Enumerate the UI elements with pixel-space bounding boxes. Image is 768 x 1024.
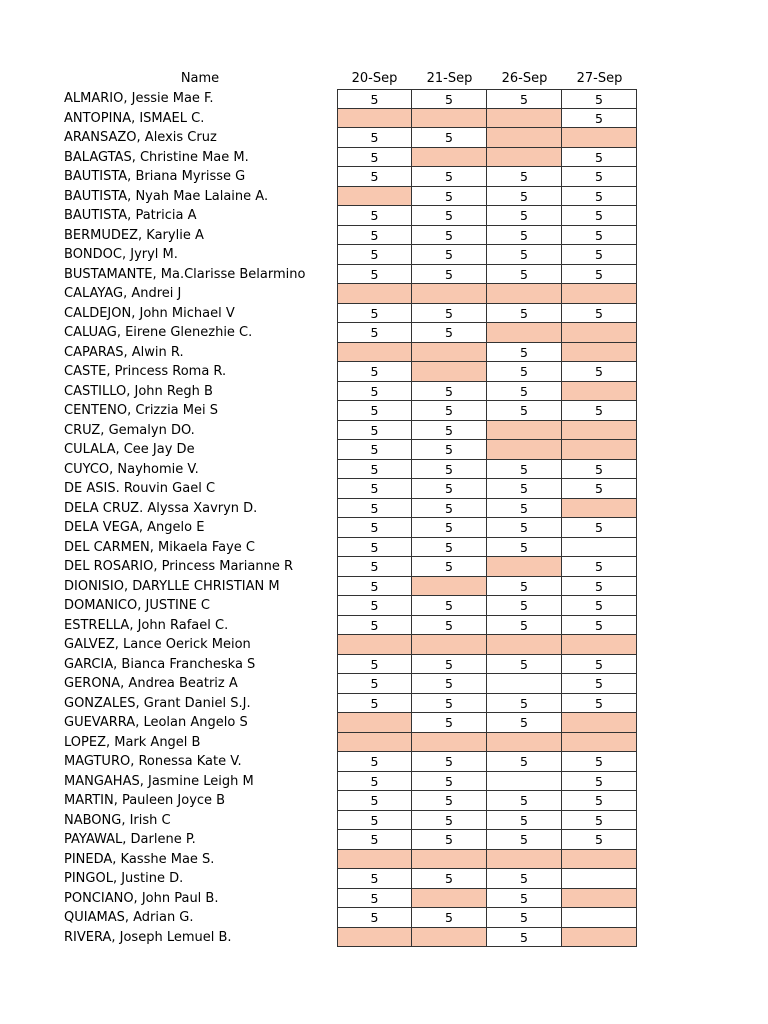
column-header-date-1: 20-Sep [351,71,398,86]
score-cell: 5 [412,187,487,207]
score-cell: 5 [337,869,412,889]
table-row [0,850,768,870]
score-cell: 5 [487,616,562,636]
table-row [0,674,768,694]
table-row [0,479,768,499]
score-cell: 5 [562,596,637,616]
table-row [0,733,768,753]
score-cell: 5 [487,499,562,519]
score-cell [412,635,487,655]
score-cell: 5 [487,206,562,226]
table-row [0,284,768,304]
score-cell [487,421,562,441]
score-cell: 5 [562,265,637,285]
score-cell: 5 [337,382,412,402]
score-cell: 5 [562,226,637,246]
table-row [0,655,768,675]
score-cell: 5 [412,674,487,694]
student-name: CULALA, Cee Jay De [64,442,195,457]
score-cell [562,733,637,753]
score-cell: 5 [337,226,412,246]
score-cell: 5 [562,830,637,850]
student-name: CALDEJON, John Michael V [64,305,235,321]
score-cell: 5 [337,518,412,538]
table-row [0,791,768,811]
student-name: CUYCO, Nayhomie V. [64,461,199,477]
student-name: LOPEZ, Mark Angel B [64,734,201,750]
score-cell: 5 [412,694,487,714]
score-cell: 5 [337,148,412,168]
score-cell: 5 [337,596,412,616]
student-name: MANGAHAS, Jasmine Leigh M [64,773,254,789]
score-cell: 5 [487,596,562,616]
score-cell [412,733,487,753]
score-cell: 5 [412,752,487,772]
score-cell: 5 [412,518,487,538]
score-cell: 5 [562,245,637,265]
score-cell: 5 [337,616,412,636]
table-row [0,343,768,363]
score-cell: 5 [562,187,637,207]
score-cell: 5 [562,479,637,499]
score-cell [562,869,637,889]
score-cell: 5 [337,577,412,597]
score-cell [562,908,637,928]
student-name: ESTRELLA, John Rafael C. [64,617,229,633]
score-cell: 5 [337,265,412,285]
score-cell: 5 [412,382,487,402]
table-row [0,557,768,577]
table-row [0,889,768,909]
table-row [0,694,768,714]
student-name: DEL ROSARIO, Princess Marianne R [64,559,293,574]
table-row [0,128,768,148]
score-cell: 5 [487,694,562,714]
score-cell: 5 [337,655,412,675]
student-name: GARCIA, Bianca Francheska S [64,656,256,672]
score-cell: 5 [337,128,412,148]
student-name: GUEVARRA, Leolan Angelo S [64,715,248,730]
score-cell [487,733,562,753]
student-name: CALUAG, Eirene Glenezhie C. [64,325,253,340]
score-cell: 5 [337,830,412,850]
score-cell [337,635,412,655]
score-cell: 5 [562,655,637,675]
table-row [0,109,768,129]
score-cell: 5 [412,245,487,265]
score-cell: 5 [337,245,412,265]
student-name: GONZALES, Grant Daniel S.J. [64,695,251,711]
score-cell: 5 [562,148,637,168]
table-row [0,187,768,207]
table-row [0,440,768,460]
score-cell: 5 [337,479,412,499]
score-cell [487,772,562,792]
score-cell: 5 [487,869,562,889]
score-cell [337,284,412,304]
column-header-date-2: 21-Sep [426,71,473,86]
student-name: CAPARAS, Alwin R. [64,344,184,360]
student-name: DEL CARMEN, Mikaela Faye C [64,539,255,555]
score-cell [562,889,637,909]
score-cell: 5 [562,304,637,324]
table-row [0,323,768,343]
score-cell [412,148,487,168]
score-cell [412,577,487,597]
score-cell: 5 [337,811,412,831]
score-cell: 5 [337,89,412,109]
score-cell: 5 [412,772,487,792]
score-cell: 5 [487,460,562,480]
score-cell: 5 [562,577,637,597]
score-cell [562,538,637,558]
score-cell: 5 [487,538,562,558]
student-name: BONDOC, Jyryl M. [64,247,178,262]
student-name: RIVERA, Joseph Lemuel B. [64,929,232,945]
score-cell: 5 [487,791,562,811]
score-cell: 5 [412,421,487,441]
score-cell: 5 [412,206,487,226]
score-cell: 5 [487,655,562,675]
score-cell: 5 [487,889,562,909]
score-cell: 5 [487,304,562,324]
score-cell: 5 [562,811,637,831]
score-cell: 5 [412,713,487,733]
score-cell: 5 [562,694,637,714]
column-header-date-3: 26-Sep [501,71,548,86]
score-cell: 5 [412,440,487,460]
score-cell: 5 [487,187,562,207]
student-name: PAYAWAL, Darlene P. [64,832,196,847]
table-row [0,265,768,285]
score-cell [412,850,487,870]
score-cell [562,499,637,519]
score-cell: 5 [337,772,412,792]
score-cell: 5 [412,811,487,831]
score-cell: 5 [487,928,562,948]
score-cell: 5 [562,109,637,129]
score-cell: 5 [487,908,562,928]
student-name: QUIAMAS, Adrian G. [64,910,194,925]
student-name: PONCIANO, John Paul B. [64,890,219,906]
score-cell [487,674,562,694]
student-name: GERONA, Andrea Beatriz A [64,676,238,691]
score-cell: 5 [412,401,487,421]
score-cell: 5 [337,304,412,324]
score-cell [487,440,562,460]
student-name: DOMANICO, JUSTINE C [64,598,211,613]
student-name: BALAGTAS, Christine Mae M. [64,149,249,165]
score-cell [562,323,637,343]
score-cell: 5 [487,245,562,265]
score-cell: 5 [562,460,637,480]
score-cell [562,713,637,733]
score-cell [337,713,412,733]
score-cell: 5 [487,265,562,285]
score-cell: 5 [337,538,412,558]
score-cell: 5 [337,889,412,909]
score-cell: 5 [562,557,637,577]
score-cell [337,187,412,207]
score-cell: 5 [412,479,487,499]
table-row [0,167,768,187]
score-cell [562,421,637,441]
score-cell: 5 [487,382,562,402]
table-row [0,362,768,382]
score-cell: 5 [562,616,637,636]
score-cell: 5 [337,362,412,382]
score-cell: 5 [412,304,487,324]
score-cell [337,343,412,363]
score-cell [562,343,637,363]
score-cell: 5 [412,596,487,616]
score-cell: 5 [337,791,412,811]
score-cell: 5 [562,772,637,792]
table-row [0,811,768,831]
table-row [0,226,768,246]
student-name: BUSTAMANTE, Ma.Clarisse Belarmino [64,266,306,282]
score-cell: 5 [487,830,562,850]
score-cell: 5 [412,89,487,109]
score-cell [337,109,412,129]
score-cell: 5 [412,128,487,148]
score-cell [562,284,637,304]
student-name: GALVEZ, Lance Oerick Meion [64,637,251,652]
table-row [0,206,768,226]
student-name: DELA CRUZ. Alyssa Xavryn D. [64,500,258,516]
score-cell: 5 [337,460,412,480]
student-name: NABONG, Irish C [64,812,171,828]
student-name: ANTOPINA, ISMAEL C. [64,110,205,126]
score-cell: 5 [487,362,562,382]
score-cell: 5 [412,869,487,889]
column-header-date-4: 27-Sep [576,71,623,86]
table-row [0,382,768,402]
score-cell: 5 [337,167,412,187]
table-row [0,596,768,616]
student-name: DE ASIS. Rouvin Gael C [64,481,216,496]
student-name: ALMARIO, Jessie Mae F. [64,91,214,106]
table-row [0,518,768,538]
score-cell: 5 [337,694,412,714]
student-name: BAUTISTA, Briana Myrisse G [64,169,246,184]
student-name: BERMUDEZ, Karylie A [64,227,204,243]
score-cell [562,382,637,402]
table-row [0,908,768,928]
score-cell: 5 [487,479,562,499]
table-row [0,245,768,265]
score-cell: 5 [562,362,637,382]
score-cell: 5 [487,713,562,733]
score-cell: 5 [412,499,487,519]
table-row [0,421,768,441]
score-cell [487,635,562,655]
score-cell: 5 [487,752,562,772]
table-row [0,928,768,948]
table-row [0,460,768,480]
score-cell: 5 [412,791,487,811]
score-cell: 5 [412,538,487,558]
score-cell: 5 [412,167,487,187]
student-name: BAUTISTA, Patricia A [64,208,197,223]
score-cell [487,323,562,343]
score-cell [412,889,487,909]
score-cell: 5 [487,577,562,597]
score-cell: 5 [487,89,562,109]
score-cell: 5 [412,830,487,850]
score-cell: 5 [487,518,562,538]
student-name: CASTILLO, John Regh B [64,383,213,399]
score-cell: 5 [412,226,487,246]
score-cell [412,284,487,304]
column-header-name: Name [180,71,220,86]
score-cell: 5 [487,343,562,363]
score-cell: 5 [337,206,412,226]
score-cell: 5 [487,167,562,187]
student-name: CASTE, Princess Roma R. [64,364,227,379]
table-row [0,499,768,519]
score-cell [337,733,412,753]
table-row [0,89,768,109]
table-row [0,538,768,558]
score-cell: 5 [337,908,412,928]
score-cell: 5 [412,908,487,928]
score-cell: 5 [337,674,412,694]
table-row [0,148,768,168]
student-name: DIONISIO, DARYLLE CHRISTIAN M [64,578,280,594]
score-cell [562,928,637,948]
score-cell [562,440,637,460]
table-row [0,616,768,636]
score-cell: 5 [487,226,562,246]
score-cell: 5 [412,323,487,343]
table-row [0,869,768,889]
score-cell [562,635,637,655]
student-name: MARTIN, Pauleen Joyce B [64,793,226,808]
score-cell: 5 [487,401,562,421]
score-cell [412,362,487,382]
score-cell [487,109,562,129]
student-name: BAUTISTA, Nyah Mae Lalaine A. [64,188,269,204]
score-cell [337,928,412,948]
table-row [0,752,768,772]
score-cell: 5 [562,206,637,226]
student-name: CALAYAG, Andrei J [64,286,182,301]
score-cell: 5 [562,167,637,187]
student-name: ARANSAZO, Alexis Cruz [64,130,217,145]
score-cell: 5 [562,791,637,811]
score-cell: 5 [562,89,637,109]
score-cell [487,850,562,870]
table-row [0,577,768,597]
score-cell: 5 [412,265,487,285]
score-cell: 5 [337,440,412,460]
score-cell: 5 [337,752,412,772]
score-cell [562,850,637,870]
score-cell: 5 [337,557,412,577]
student-name: CRUZ, Gemalyn DO. [64,422,195,438]
score-cell [412,928,487,948]
table-row [0,830,768,850]
score-cell: 5 [412,616,487,636]
score-cell: 5 [562,401,637,421]
score-cell: 5 [562,518,637,538]
score-cell [487,148,562,168]
score-cell: 5 [412,655,487,675]
score-cell [412,109,487,129]
score-cell [487,557,562,577]
table-row [0,713,768,733]
student-name: PINEDA, Kasshe Mae S. [64,851,215,867]
score-cell: 5 [337,499,412,519]
score-cell [412,343,487,363]
score-cell [487,284,562,304]
score-cell: 5 [337,323,412,343]
score-cell: 5 [412,557,487,577]
score-cell: 5 [337,401,412,421]
score-cell: 5 [337,421,412,441]
score-cell: 5 [412,460,487,480]
student-name: CENTENO, Crizzia Mei S [64,403,218,418]
student-name: DELA VEGA, Angelo E [64,520,205,535]
score-cell: 5 [562,752,637,772]
table-row [0,401,768,421]
table-row [0,772,768,792]
table-row [0,304,768,324]
student-name: PINGOL, Justine D. [64,871,184,886]
score-cell: 5 [487,811,562,831]
score-cell [562,128,637,148]
score-cell [487,128,562,148]
table-row [0,635,768,655]
score-cell [337,850,412,870]
student-name: MAGTURO, Ronessa Kate V. [64,754,242,769]
score-cell: 5 [562,674,637,694]
